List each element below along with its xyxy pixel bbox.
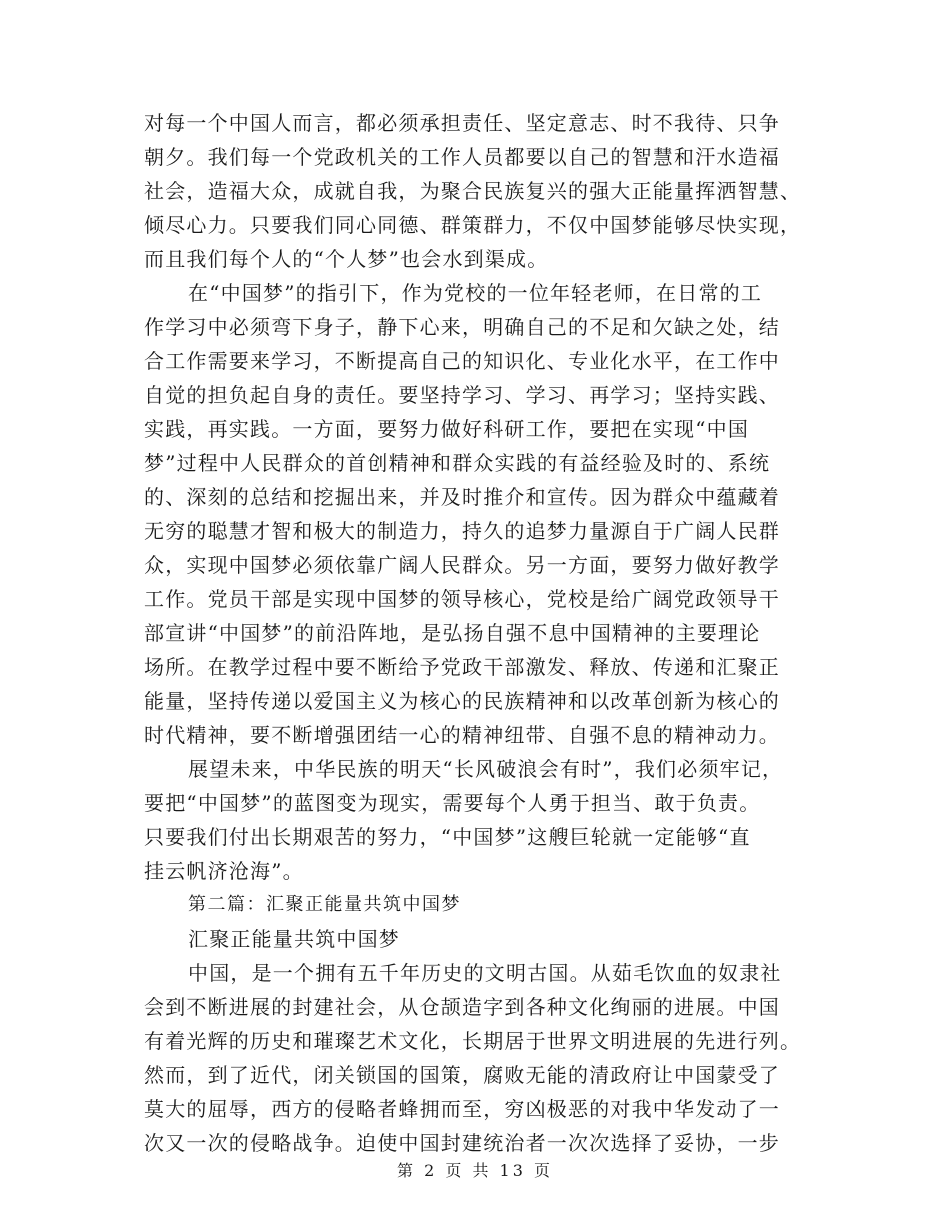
text-line: 自觉的担负起自身的责任。要坚持学习、学习、再学习；坚持实践、 (144, 383, 780, 407)
text-line: 时代精神，要不断增强团结一心的精神纽带、自强不息的精神动力。 (144, 723, 780, 747)
text-line: 次又一次的侵略战争。迫使中国封建统治者一次次选择了妥协，一步 (144, 1131, 780, 1155)
text-line: 的、深刻的总结和挖掘出来，并及时推介和宣传。因为群众中蕴藏着 (144, 485, 780, 509)
text-line: 对每一个中国人而言，都必须承担责任、坚定意志、时不我待、只争 (144, 111, 780, 135)
text-line: 有着光辉的历史和璀璨艺术文化，长期居于世界文明进展的先进行列。 (144, 1029, 802, 1053)
text-line: 要把“中国梦”的蓝图变为现实，需要每个人勇于担当、敢于负责。 (144, 791, 761, 815)
text-line: 在“中国梦”的指引下，作为党校的一位年轻老师，在日常的工 (188, 281, 763, 305)
text-line: 场所。在教学过程中要不断给予党政干部激发、释放、传递和汇聚正 (144, 655, 780, 679)
text-line: 只要我们付出长期艰苦的努力，“中国梦”这艘巨轮就一定能够“直 (144, 825, 751, 849)
text-line: 众，实现中国梦必须依靠广阔人民群众。另一方面，要努力做好教学 (144, 553, 780, 577)
text-line: 中国，是一个拥有五千年历史的文明古国。从茹毛饮血的奴隶社 (188, 961, 782, 985)
text-line: 社会，造福大众，成就自我，为聚合民族复兴的强大正能量挥洒智慧、 (144, 179, 802, 203)
text-line: 梦”过程中人民群众的首创精神和群众实践的有益经验及时的、系统 (144, 451, 771, 475)
text-line: 实践，再实践。一方面，要努力做好科研工作，要把在实现“中国 (144, 417, 750, 441)
text-line: 然而，到了近代，闭关锁国的国策，腐败无能的清政府让中国蒙受了 (144, 1063, 780, 1087)
text-line: 挂云帆济沧海”。 (144, 859, 304, 883)
page-number-footer: 第 2 页 共 13 页 (397, 1161, 553, 1180)
text-line: 而且我们每个人的“个人梦”也会水到渠成。 (144, 247, 549, 271)
text-line: 会到不断进展的封建社会，从仓颉造字到各种文化绚丽的进展。中国 (144, 995, 780, 1019)
text-line: 能量，坚持传递以爱国主义为核心的民族精神和以改革创新为核心的 (144, 689, 780, 713)
text-line: 汇聚正能量共筑中国梦 (188, 927, 400, 951)
text-line: 工作。党员干部是实现中国梦的领导核心，党校是给广阔党政领导干 (144, 587, 780, 611)
text-line: 无穷的聪慧才智和极大的制造力，持久的追梦力量源自于广阔人民群 (144, 519, 780, 543)
text-line: 展望未来，中华民族的明天“长风破浪会有时”，我们必须牢记， (188, 757, 784, 781)
text-line: 倾尽心力。只要我们同心同德、群策群力，不仅中国梦能够尽快实现， (144, 213, 802, 237)
text-line: 部宣讲“中国梦”的前沿阵地，是弘扬自强不息中国精神的主要理论 (144, 621, 761, 645)
text-line: 莫大的屈辱，西方的侵略者蜂拥而至，穷凶极恶的对我中华发动了一 (144, 1097, 780, 1121)
text-line: 合工作需要来学习，不断提高自己的知识化、专业化水平，在工作中 (144, 349, 780, 373)
text-line: 第二篇：汇聚正能量共筑中国梦 (188, 894, 461, 915)
text-line: 朝夕。我们每一个党政机关的工作人员都要以自己的智慧和汗水造福 (144, 145, 780, 169)
text-line: 作学习中必须弯下身子，静下心来，明确自己的不足和欠缺之处，结 (144, 315, 780, 339)
document-body (144, 106, 809, 1160)
